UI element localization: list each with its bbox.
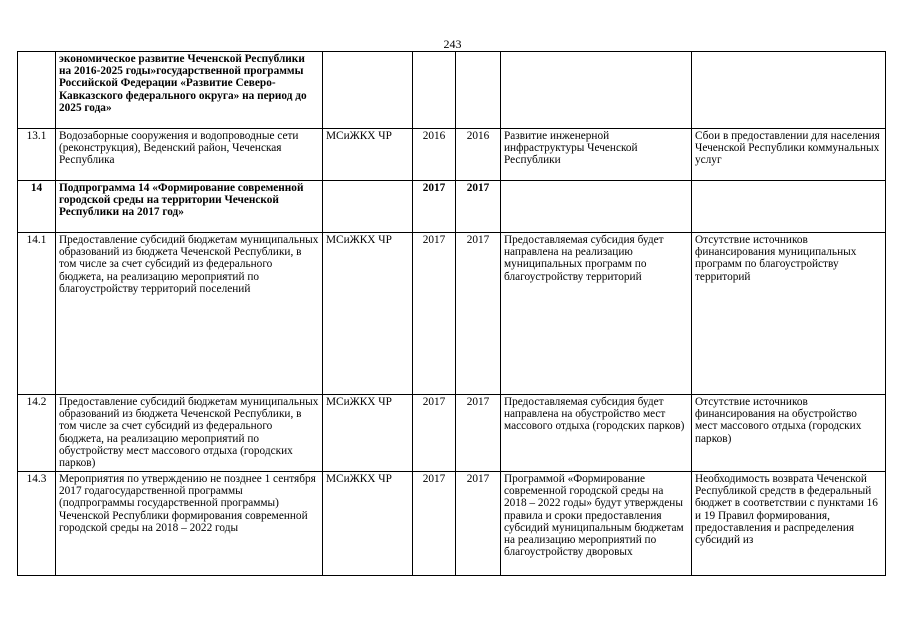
table-row — [18, 233, 886, 395]
row-number — [18, 52, 56, 129]
executor: МСиЖКХ ЧР — [323, 129, 413, 181]
end-year: 2017 — [456, 472, 501, 576]
non-implementation-consequence — [692, 52, 886, 129]
start-year — [413, 52, 456, 129]
row-number: 14.2 — [18, 395, 56, 472]
executor: МСиЖКХ ЧР — [323, 233, 413, 395]
executor — [323, 52, 413, 129]
measure-name: Мероприятия по утверждению не позднее 1 сентября 2017 годагосударственной программы (подпрограммы государственной программы) Чеченской Республики формирования современной городской среды на 2018 – 2022 годы — [56, 472, 323, 576]
executor: МСиЖКХ ЧР — [323, 472, 413, 576]
table-row — [18, 181, 886, 233]
row-number: 13.1 — [18, 129, 56, 181]
row-number: 14.3 — [18, 472, 56, 576]
end-year: 2017 — [456, 233, 501, 395]
measures-table — [17, 51, 886, 576]
end-year: 2017 — [456, 181, 501, 233]
start-year: 2016 — [413, 129, 456, 181]
measure-name: Подпрограмма 14 «Формирование современной городской среды на территории Чеченской Республики на 2017 год» — [56, 181, 323, 233]
measure-name: Предоставление субсидий бюджетам муниципальных образований из бюджета Чеченской Республики, в том числе за счет субсидий из федерального бюджета, на реализацию мероприятий по обустройству мест массового отдыха (городских парков) — [56, 395, 323, 472]
row-number: 14.1 — [18, 233, 56, 395]
start-year: 2017 — [413, 233, 456, 395]
measure-name: экономическое развитие Чеченской Республики на 2016-2025 годы»государственной программы Российской Федерации «Развитие Северо-Кавказского федерального округа» на период до 2025 года» — [56, 52, 323, 129]
executor: МСиЖКХ ЧР — [323, 395, 413, 472]
expected-result: Развитие инженерной инфраструктуры Чеченской Республики — [501, 129, 692, 181]
expected-result: Предоставляемая субсидия будет направлена на обустройство мест массового отдыха (городских парков) — [501, 395, 692, 472]
expected-result: Предоставляемая субсидия будет направлена на реализацию муниципальных программ по благоустройству территорий — [501, 233, 692, 395]
non-implementation-consequence — [692, 181, 886, 233]
executor — [323, 181, 413, 233]
measure-name: Предоставление субсидий бюджетам муниципальных образований из бюджета Чеченской Республики, в том числе за счет субсидий из федерального бюджета, на реализацию мероприятий по благоустройству территорий поселений — [56, 233, 323, 395]
start-year: 2017 — [413, 395, 456, 472]
end-year: 2016 — [456, 129, 501, 181]
table-row — [18, 395, 886, 472]
table-row — [18, 52, 886, 129]
table-row — [18, 129, 886, 181]
start-year: 2017 — [413, 472, 456, 576]
start-year: 2017 — [413, 181, 456, 233]
row-number: 14 — [18, 181, 56, 233]
non-implementation-consequence: Отсутствие источников финансирования на обустройство мест массового отдыха (городских парков) — [692, 395, 886, 472]
non-implementation-consequence: Необходимость возврата Чеченской Республикой средств в федеральный бюджет в соответствии с пунктами 16 и 19 Правил формирования, предоставления и распределения субсидий из — [692, 472, 886, 576]
non-implementation-consequence: Сбои в предоставлении для населения Чеченской Республики коммунальных услуг — [692, 129, 886, 181]
measure-name: Водозаборные сооружения и водопроводные сети (реконструкция), Веденский район, Чеченская Республика — [56, 129, 323, 181]
expected-result — [501, 52, 692, 129]
end-year: 2017 — [456, 395, 501, 472]
table-row — [18, 472, 886, 576]
expected-result — [501, 181, 692, 233]
end-year — [456, 52, 501, 129]
page-number: 243 — [443, 37, 462, 51]
non-implementation-consequence: Отсутствие источников финансирования муниципальных программ по благоустройству территорий — [692, 233, 886, 395]
expected-result: Программой «Формирование современной городской среды на 2018 – 2022 годы» будут утверждены правила и сроки предоставления субсидий муниципальным бюджетам на реализацию мероприятий по благоустройству дворовых — [501, 472, 692, 576]
